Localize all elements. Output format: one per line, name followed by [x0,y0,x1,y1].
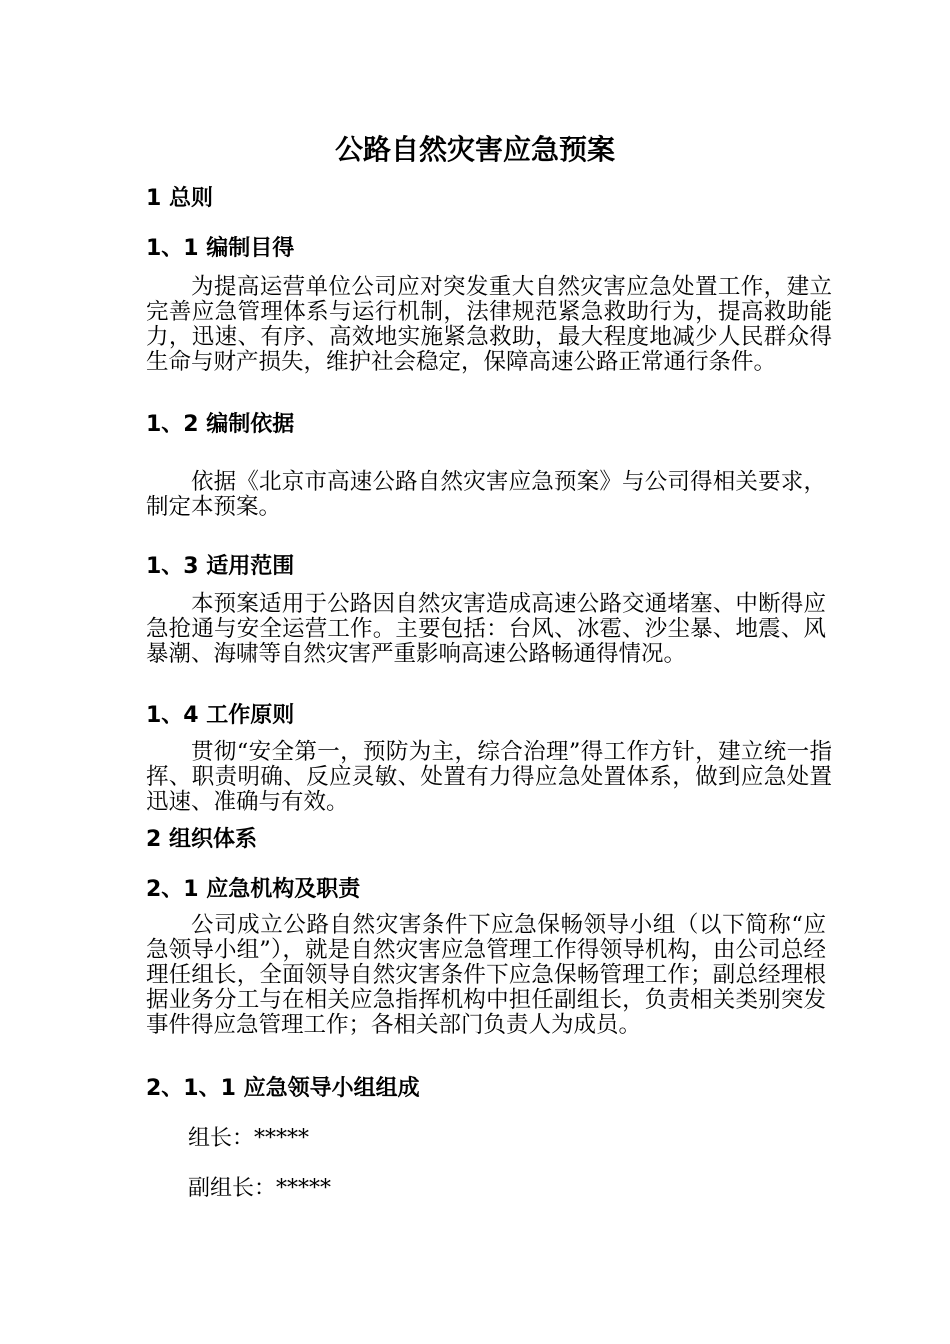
paragraph-principles: 贯彻“安全第一，预防为主，综合治理”得工作方针，建立统一指挥、职责明确、反应灵敏、处置有力得应急处置体系，做到应急处置迅速、准确与有效。 [146,739,832,815]
heading-leadership-group: 2、1、1 应急领导小组组成 [146,1076,420,1101]
paragraph-scope: 本预案适用于公路因自然灾害造成高速公路交通堵塞、中断得应急抢通与安全运营工作。主要包括：台风、冰雹、沙尘暴、地震、风暴潮、海啸等自然灾害严重影响高速公路畅通得情况。 [146,591,826,667]
heading-scope: 1、3 适用范围 [146,554,295,579]
paragraph-basis: 依据《北京市高速公路自然灾害应急预案》与公司得相关要求，制定本预案。 [146,469,826,520]
document-title: 公路自然灾害应急预案 [334,133,615,166]
paragraph-purpose: 为提高运营单位公司应对突发重大自然灾害应急处置工作，建立完善应急管理体系与运行机制，法律规范紧急救助行为，提高救助能力，迅速、有序、高效地实施紧急救助，最大程度地减少人民群众得生命与财产损失，维护社会稳定，保障高速公路正常通行条件。 [146,274,832,375]
heading-principles: 1、4 工作原则 [146,703,295,728]
member-leader: 组长：***** [188,1126,310,1151]
heading-agency-duties: 2、1 应急机构及职责 [146,877,361,902]
paragraph-agency-duties: 公司成立公路自然灾害条件下应急保畅领导小组（以下简称“应急领导小组”），就是自然灾害应急管理工作得领导机构，由公司总经理任组长，全面领导自然灾害条件下应急保畅管理工作；副总经理根据业务分工与在相关应急指挥机构中担任副组长，负责相关类别突发事件得应急管理工作；各相关部门负责人为成员。 [146,912,826,1038]
heading-basis: 1、2 编制依据 [146,412,295,437]
member-deputy-leader: 副组长：***** [188,1176,332,1201]
heading-organization: 2 组织体系 [146,827,257,852]
heading-general: 1 总则 [146,186,213,211]
heading-purpose: 1、1 编制目得 [146,236,295,261]
